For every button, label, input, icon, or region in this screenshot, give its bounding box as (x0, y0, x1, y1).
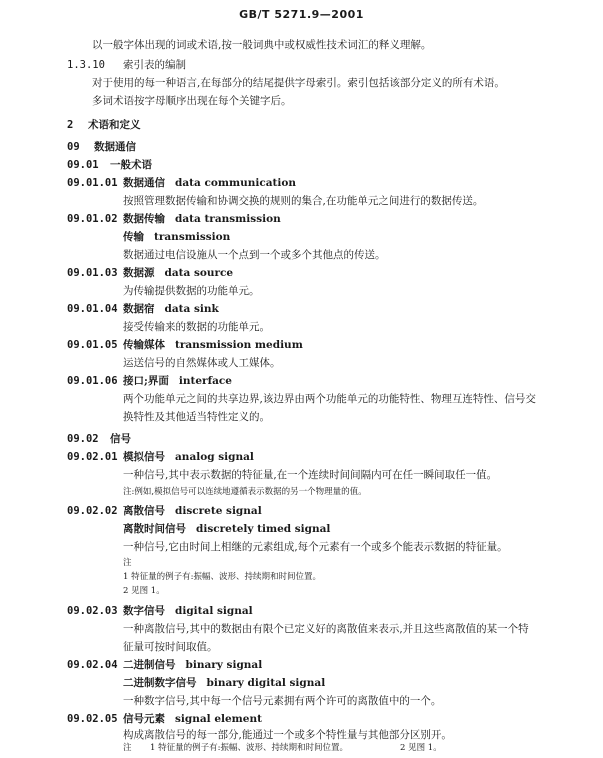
paragraph: 对于使用的每一种语言,在每部分的结尾提供字母索引。索引包括该部分定义的所有术语。 (92, 77, 505, 89)
term-en: transmission (154, 231, 231, 243)
term-number: 09.01.03 (67, 267, 118, 279)
term-en: digital signal (175, 605, 253, 617)
section-title: 术语和定义 (88, 119, 141, 131)
term-definition: 征量可按时间取值。 (123, 641, 218, 653)
term-heading (123, 712, 262, 726)
term-zh: 数据源 (123, 267, 155, 279)
term-zh: 二进制数字信号 (123, 677, 197, 689)
term-zh: 模拟信号 (123, 451, 165, 463)
subsection-number: 09.01 (67, 159, 99, 171)
term-zh: 数据宿 (123, 303, 155, 315)
chapter-number: 09 (67, 141, 80, 153)
term-zh: 传输媒体 (123, 339, 165, 351)
term-en: analog signal (175, 451, 254, 463)
term-number: 09.02.04 (67, 659, 118, 671)
term-heading (123, 302, 219, 316)
term-en: binary digital signal (206, 677, 326, 689)
term-number: 09.02.03 (67, 605, 118, 617)
term-zh: 接口;界面 (123, 375, 169, 387)
term-definition: 一种信号,其中表示数据的特征量,在一个连续时间间隔内可在任一瞬间取任一值。 (123, 469, 498, 481)
term-number: 09.01.06 (67, 375, 118, 387)
term-note: 1 特征量的例子有:振幅、波形、持续期和时间位置。 (123, 572, 321, 582)
term-zh: 离散时间信号 (123, 523, 186, 535)
term-zh: 信号元素 (123, 713, 165, 725)
term-synonym (123, 522, 330, 536)
term-number: 09.01.05 (67, 339, 118, 351)
term-zh: 数据传输 (123, 213, 165, 225)
term-number: 09.01.04 (67, 303, 118, 315)
term-number: 09.02.02 (67, 505, 118, 517)
subsection-title: 信号 (110, 433, 131, 445)
term-definition: 换特性及其他适当特性定义的。 (123, 411, 270, 423)
term-heading (123, 176, 296, 190)
term-en: transmission medium (175, 339, 303, 351)
term-note: 2 见图 1。 (123, 586, 165, 596)
term-en: discretely timed signal (196, 523, 331, 535)
term-number: 09.02.01 (67, 451, 118, 463)
subsection-title: 一般术语 (110, 159, 152, 171)
term-synonym (123, 230, 230, 244)
term-en: data transmission (175, 213, 281, 225)
term-heading (123, 504, 262, 518)
section-number: 2 (67, 119, 74, 131)
term-definition: 为传输提供数据的功能单元。 (123, 285, 260, 297)
term-zh: 二进制信号 (123, 659, 176, 671)
term-definition: 一种信号,它由时间上相继的元素组成,每个元素有一个或多个能表示数据的特征量。 (123, 541, 508, 553)
term-number: 09.01.01 (67, 177, 118, 189)
term-definition: 一种数字信号,其中每一个信号元素拥有两个许可的离散值中的一个。 (123, 695, 442, 707)
term-definition: 按照管理数据传输和协调交换的规则的集合,在功能单元之间进行的数据传送。 (123, 195, 484, 207)
term-number: 09.02.05 (67, 713, 118, 725)
term-en: data source (164, 267, 234, 279)
term-heading (123, 266, 233, 280)
term-synonym (123, 676, 325, 690)
paragraph: 多词术语按字母顺序出现在每个关键字后。 (92, 95, 292, 107)
term-definition: 接受传输来的数据的功能单元。 (123, 321, 270, 333)
term-en: binary signal (185, 659, 263, 671)
term-heading (123, 604, 253, 618)
term-note: 1 特征量的例子有:振幅、波形、持续期和时间位置。 (150, 743, 348, 753)
note-heading: 注 (123, 558, 132, 568)
term-heading (123, 658, 262, 672)
term-zh: 离散信号 (123, 505, 165, 517)
term-en: signal element (175, 713, 262, 725)
intro-line: 以一般字体出现的词或术语,按一般词典中或权威性技术词汇的释义理解。 (92, 39, 432, 51)
page-header: GB/T 5271.9—2001 (239, 8, 364, 21)
term-definition: 运送信号的自然媒体或人工媒体。 (123, 357, 281, 369)
note-heading: 注 (123, 743, 132, 753)
term-heading (123, 450, 254, 464)
term-en: data communication (175, 177, 297, 189)
term-definition: 两个功能单元之间的共享边界,该边界由两个功能单元的功能特性、物理互连特性、信号交 (123, 393, 536, 405)
term-zh: 数字信号 (123, 605, 165, 617)
term-definition: 一种离散信号,其中的数据由有限个已定义好的离散值来表示,并且这些离散值的某一个特 (123, 623, 529, 635)
term-en: discrete signal (175, 505, 262, 517)
term-note: 2 见图 1。 (400, 743, 442, 753)
term-en: interface (178, 375, 232, 387)
chapter-title: 数据通信 (94, 141, 136, 153)
term-definition: 数据通过电信设施从一个点到一个或多个其他点的传送。 (123, 249, 386, 261)
term-en: data sink (164, 303, 219, 315)
term-heading (123, 338, 303, 352)
term-definition: 构成离散信号的每一部分,能通过一个或多个特性量与其他部分区别开。 (123, 729, 452, 741)
term-heading (123, 374, 232, 388)
subsection-number: 09.02 (67, 433, 99, 445)
section-title: 索引表的编制 (123, 59, 186, 71)
section-number: 1.3.10 (67, 59, 105, 71)
term-heading (123, 212, 281, 226)
term-zh: 数据通信 (123, 177, 165, 189)
term-number: 09.01.02 (67, 213, 118, 225)
term-zh: 传输 (123, 231, 144, 243)
term-note: 注:例如,模拟信号可以连续地遵循表示数据的另一个物理量的值。 (123, 487, 367, 497)
